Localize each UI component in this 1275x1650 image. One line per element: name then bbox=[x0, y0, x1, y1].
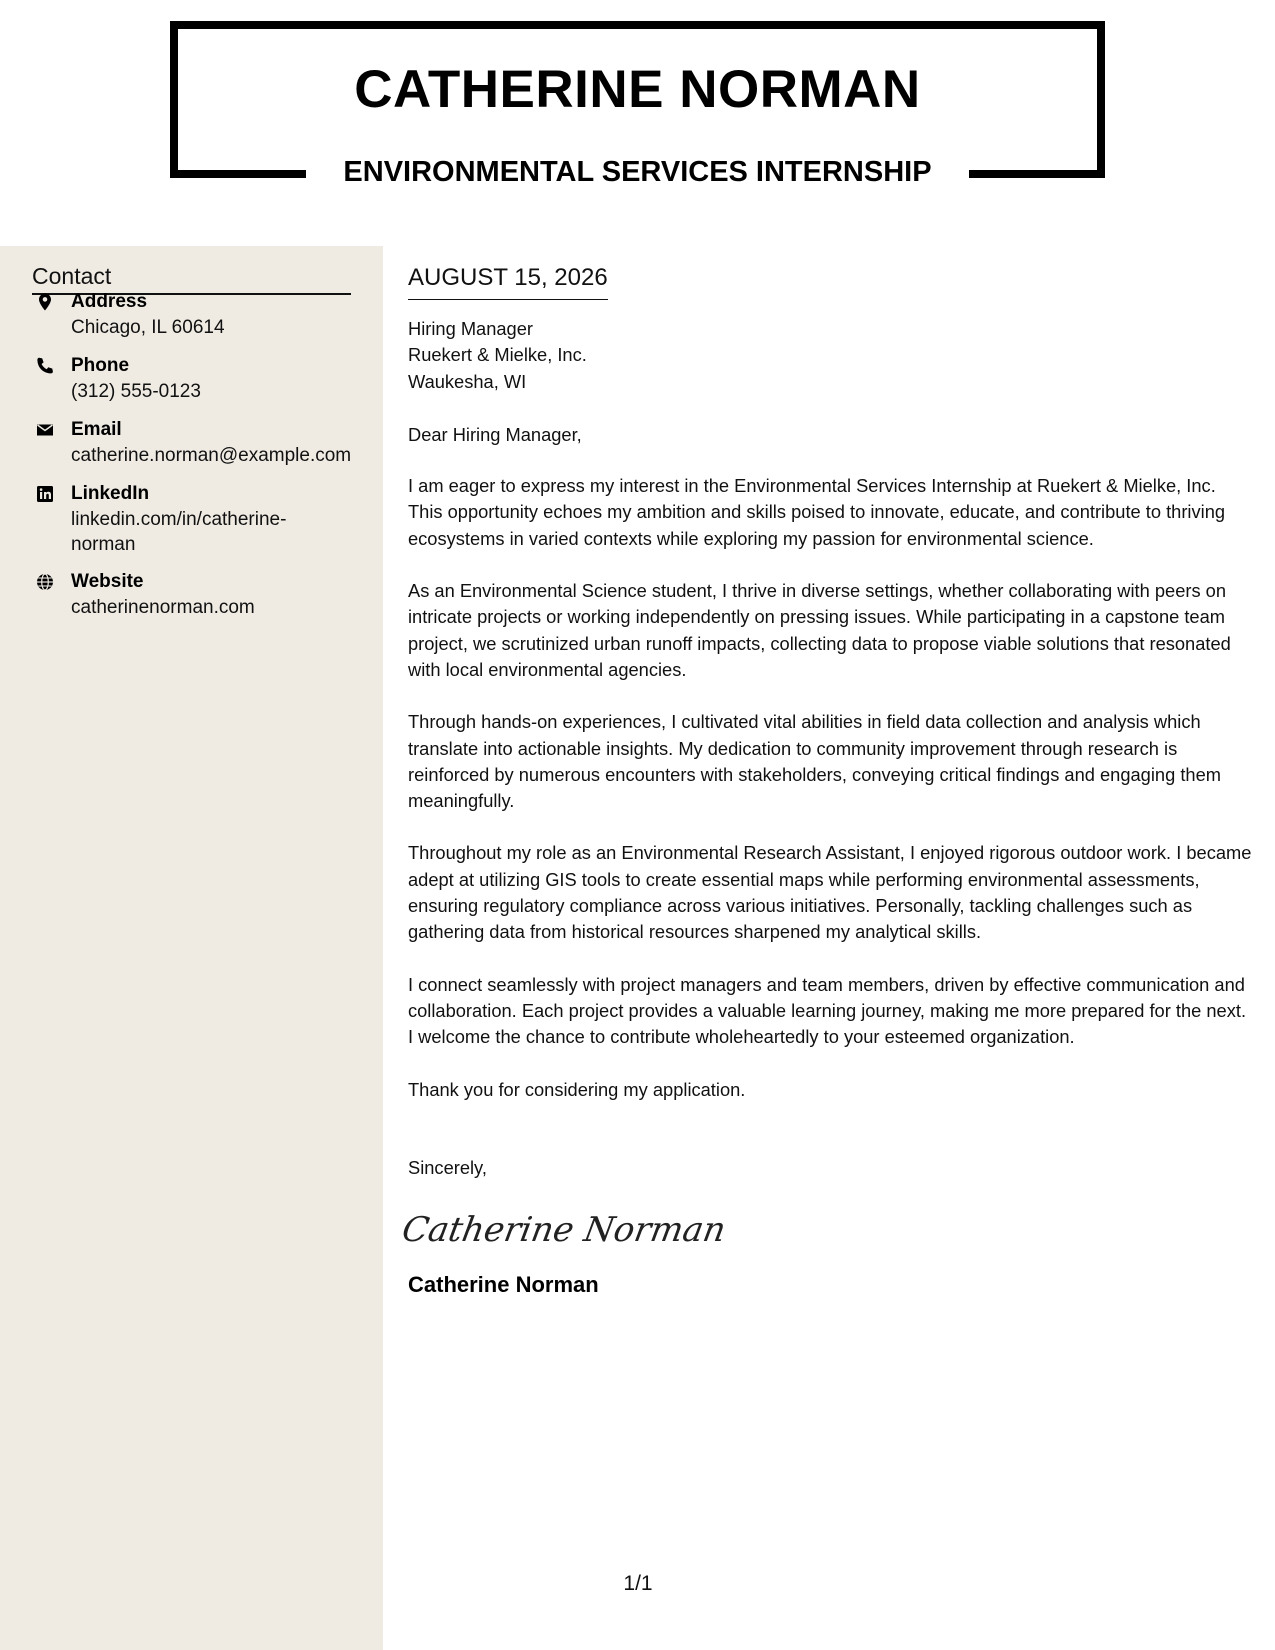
contact-value: catherinenorman.com bbox=[71, 597, 255, 618]
contact-heading: Contact bbox=[32, 262, 351, 295]
contact-label: Email bbox=[71, 419, 122, 440]
closing: Sincerely, bbox=[408, 1156, 487, 1178]
contact-label: Website bbox=[71, 571, 144, 592]
linkedin-icon bbox=[35, 484, 55, 504]
envelope-icon bbox=[35, 420, 55, 440]
signer-name: Catherine Norman bbox=[408, 1272, 599, 1298]
contact-value: (312) 555-0123 bbox=[71, 381, 201, 402]
phone-icon bbox=[35, 356, 55, 376]
recipient-block bbox=[408, 316, 1253, 395]
body-paragraph: Throughout my role as an Environmental Research Assistant, I enjoyed rigorous outdoor work. I became adept at utilizing GIS tools to create essential maps while performing environmental assessments, ensuring regulatory compliance across various initiatives. Personally, tackling challenges such as gathering data from historical resources sharpened my analytical skills. bbox=[408, 842, 1252, 943]
body-paragraph: I am eager to express my interest in the Environmental Services Internship at Ruekert & Mielke, Inc. This opportunity echoes my ambition and skills poised to innovate, educate, and contribute to thriving ecosystems in varied contexts while exploring my passion for environmental science. bbox=[408, 475, 1226, 549]
contact-label: Address bbox=[71, 291, 148, 312]
contact-label: Phone bbox=[71, 355, 130, 376]
body-paragraph: Thank you for considering my application. bbox=[408, 1078, 746, 1100]
contact-value: catherine.norman@example.com bbox=[71, 445, 352, 466]
salutation: Dear Hiring Manager, bbox=[408, 423, 582, 445]
contact-value: Chicago, IL 60614 bbox=[71, 317, 225, 338]
recipient-line: Ruekert & Mielke, Inc. bbox=[408, 344, 587, 366]
page-number: 1/1 bbox=[623, 1572, 653, 1595]
position-title: ENVIRONMENTAL SERVICES INTERNSHIP bbox=[343, 156, 932, 188]
letter-body bbox=[399, 262, 1253, 1299]
recipient-line: Hiring Manager bbox=[408, 318, 533, 339]
body-paragraph: Through hands-on experiences, I cultivated vital abilities in field data collection and analysis which translate into actionable insights. My dedication to community improvement through research is reinforced by numerous encounters with stakeholders, conveying critical findings and engaging them meaningfully. bbox=[408, 711, 1221, 812]
signature-image bbox=[399, 1199, 729, 1259]
header-frame-bottom-left bbox=[170, 170, 306, 178]
letter-date: AUGUST 15, 2026 bbox=[408, 262, 608, 300]
location-pin-icon bbox=[35, 292, 55, 312]
contact-label: LinkedIn bbox=[71, 483, 150, 504]
recipient-line: Waukesha, WI bbox=[408, 370, 527, 392]
globe-icon bbox=[35, 572, 55, 592]
candidate-name: CATHERINE NORMAN bbox=[354, 60, 921, 119]
body-paragraph: I connect seamlessly with project managers and team members, driven by effective communication and collaboration. Each project provides a valuable learning journey, making me more prepared for the next. I welcome the chance to contribute wholeheartedly to your esteemed organization. bbox=[408, 973, 1247, 1048]
signature-text: Catherine Norman bbox=[399, 1210, 729, 1251]
body-paragraph: As an Environmental Science student, I thrive in diverse settings, whether collaborating with peers on intricate projects or working independently on pressing issues. While participating in a capstone team project, we scrutinized urban runoff impacts, collecting data to propose viable solutions that resonated with local environmental agencies. bbox=[408, 580, 1231, 680]
header-frame-bottom-right bbox=[969, 170, 1105, 178]
contact-value: linkedin.com/in/catherine-norman bbox=[71, 509, 287, 555]
